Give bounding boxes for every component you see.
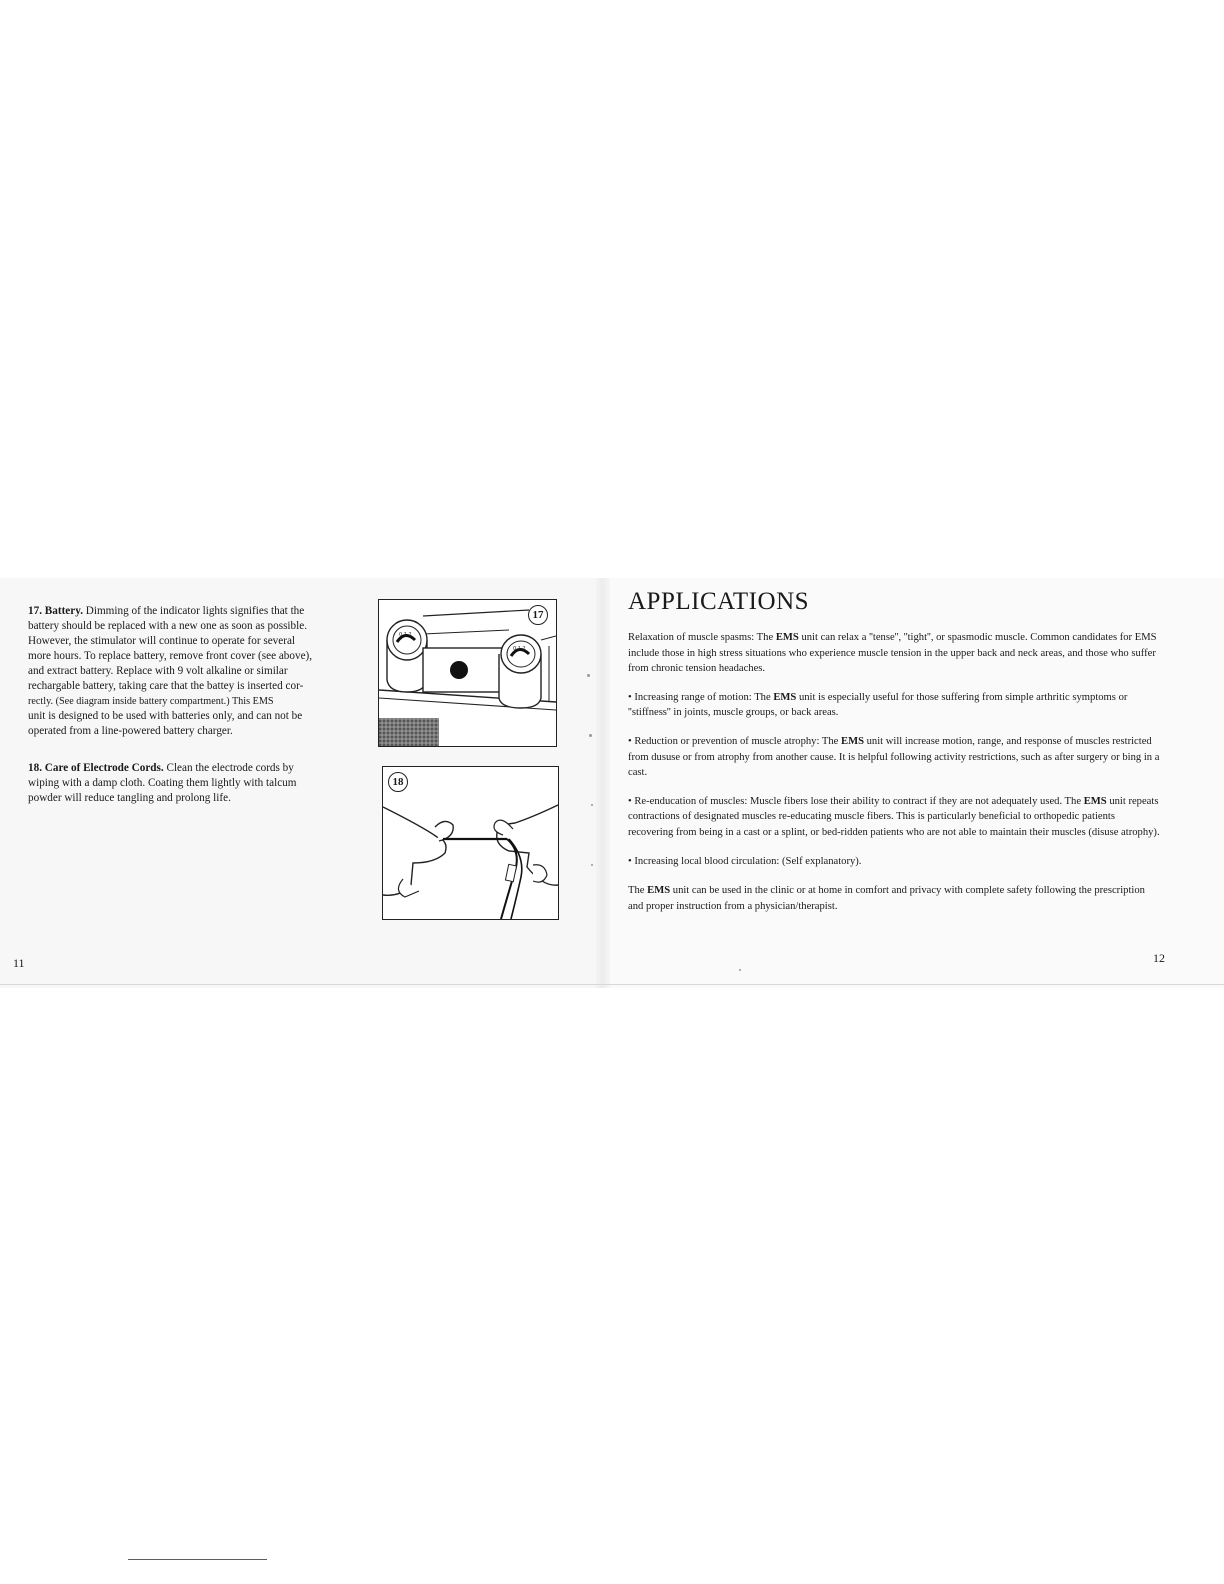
- scan-speck: [739, 969, 741, 971]
- figure-17-number: 17: [528, 605, 548, 625]
- application-paragraph: • Increasing local blood circulation: (Self explanatory).: [628, 855, 862, 867]
- cords-line-3: powder will reduce tangling and prolong life.: [28, 792, 231, 804]
- application-paragraph: • Reduction or prevention of muscle atrophy: The EMS unit will increase motion, range, and response of muscles restricted from dususe or from atrophy from another cause. It is helpful following activity restrictions, such as after surgery or bing in a cast.: [628, 735, 1160, 779]
- battery-illustration: [378, 599, 557, 747]
- left-page-number: 11: [13, 956, 25, 970]
- scan-speck: [589, 734, 592, 737]
- manual-spread: [0, 578, 1224, 988]
- electrode-cord-illustration: [382, 766, 559, 920]
- closing-paragraph: The EMS unit can be used in the clinic or at home in comfort and privacy with complete safety following the prescription and proper instruction from a physician/therapist.: [628, 885, 1145, 912]
- figure-18-number: 18: [388, 772, 408, 792]
- right-page-number: 12: [1153, 951, 1165, 965]
- page-title: APPLICATIONS: [628, 588, 810, 615]
- cords-line-2: wiping with a damp cloth. Coating them lightly with talcum: [28, 777, 297, 789]
- left-page: [0, 578, 605, 988]
- battery-line-6: rechargable battery, taking care that the battey is inserted cor-: [28, 680, 304, 692]
- cords-heading: 18. Care of Electrode Cords.: [28, 762, 164, 774]
- svg-text:0 1 2: 0 1 2: [399, 632, 412, 638]
- right-page: [605, 578, 1224, 988]
- cords-line-1: 18. Care of Electrode Cords. Clean the electrode cords by: [28, 762, 294, 774]
- application-paragraph: • Re-enducation of muscles: Muscle fibers lose their ability to contract if they are not adequately used. The EMS unit repeats contractions of designated muscles re-educating muscle fibers. This is particularly beneficial to orthopedic patients recovering from being in a cast or a splint, or bed-ridden patients who are not able to maintain their muscles (disuse atrophy).: [628, 795, 1160, 838]
- battery-drawing: [379, 600, 556, 746]
- page-gutter: [596, 578, 610, 988]
- scan-speck: [591, 864, 593, 866]
- footer-link-underline: [128, 1559, 267, 1560]
- applications-list: [628, 630, 1160, 927]
- battery-line-8: unit is designed to be used with batteries only, and can not be: [28, 710, 303, 722]
- battery-line-7: rectly. (See diagram inside battery compartment.) This EMS: [28, 696, 274, 707]
- application-paragraph: Relaxation of muscle spasms: The EMS unit can relax a ''tense'', ''tight'', or spasmodic muscle. Common candidates for EMS include those in high stress situations who experience muscle tension in the upper back and neck areas, and those who suffer from chronic tension headaches.: [628, 632, 1157, 675]
- scan-speck: [587, 674, 590, 677]
- battery-line-1: 17. Battery. Dimming of the indicator lights signifies that the: [28, 605, 305, 617]
- electrode-cords-section: [28, 761, 348, 806]
- battery-line-4: more hours. To replace battery, remove front cover (see above),: [28, 650, 313, 662]
- svg-text:0 1 2: 0 1 2: [513, 646, 526, 652]
- hands-cord-drawing: [383, 767, 558, 919]
- battery-line-9: operated from a line-powered battery charger.: [28, 725, 233, 737]
- battery-line-2: battery should be replaced with a new one as soon as possible.: [28, 620, 307, 632]
- page-bottom-edge: [0, 984, 1224, 985]
- battery-section: [28, 604, 364, 739]
- battery-line-5: and extract battery. Replace with 9 volt alkaline or similar: [28, 665, 288, 677]
- battery-line-3: However, the stimulator will continue to operate for several: [28, 635, 296, 647]
- application-paragraph: • Increasing range of motion: The EMS unit is especially useful for those suffering from simple arthritic symptoms or ''stiffness'' in joints, muscle groups, or back areas.: [628, 691, 1128, 719]
- battery-heading: 17. Battery.: [28, 605, 83, 617]
- scan-speck: [591, 804, 593, 806]
